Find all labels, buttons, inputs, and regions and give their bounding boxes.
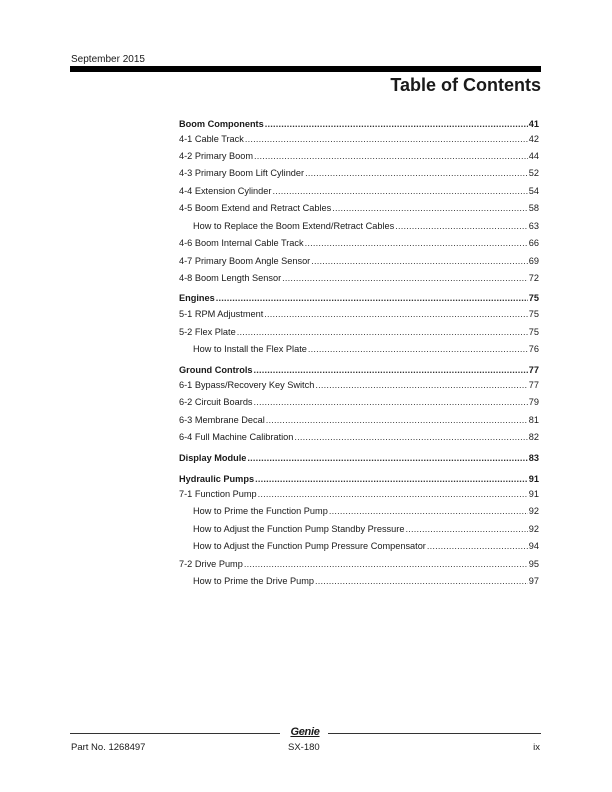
dot-leader [255,473,528,485]
toc-entry-label: Boom Components [179,119,264,129]
toc-entry-label: 7-2 Drive Pump [179,559,243,569]
toc-entry-page: 75 [528,309,539,319]
dot-leader [305,167,528,179]
toc-entry[interactable] [193,505,539,517]
dot-leader [315,575,528,587]
toc-entry-page: 83 [528,453,539,463]
toc-section-entry[interactable] [179,118,539,130]
dot-leader [258,488,528,500]
toc-entry-label: 7-1 Function Pump [179,489,257,499]
toc-entry-page: 54 [528,186,539,196]
dot-leader [282,272,528,284]
toc-entry-label: 4-1 Cable Track [179,134,244,144]
dot-leader [237,326,528,338]
toc-entry-page: 66 [528,238,539,248]
toc-entry[interactable] [179,202,539,214]
toc-entry-label: 6-1 Bypass/Recovery Key Switch [179,380,315,390]
toc-entry[interactable] [179,237,539,249]
dot-leader [265,118,528,130]
toc-section-entry[interactable] [179,292,539,304]
dot-leader [405,523,527,535]
dot-leader [254,364,528,376]
toc-entry-label: Hydraulic Pumps [179,474,255,484]
part-number: Part No. 1268497 [71,742,146,753]
toc-entry-label: How to Install the Flex Plate [193,344,307,354]
header-rule [70,66,541,72]
toc-entry-page: 42 [528,134,539,144]
toc-entry-label: 5-1 RPM Adjustment [179,309,264,319]
toc-entry-page: 72 [528,273,539,283]
toc-entry-page: 79 [528,397,539,407]
page-title: Table of Contents [390,75,541,95]
toc-entry-page: 58 [528,203,539,213]
toc-entry-page: 44 [528,151,539,161]
toc-entry-page: 82 [528,432,539,442]
dot-leader [332,202,528,214]
toc-entry-label: How to Adjust the Function Pump Standby Pressure [193,524,405,534]
toc-entry-label: 4-7 Primary Boom Angle Sensor [179,256,311,266]
toc-entry-page: 75 [528,327,539,337]
dot-leader [308,343,528,355]
toc-entry[interactable] [179,308,539,320]
toc-entry-label: 5-2 Flex Plate [179,327,236,337]
toc-section-entry[interactable] [179,473,539,485]
toc-entry-page: 77 [528,365,539,375]
toc-entry-label: How to Adjust the Function Pump Pressure Compensator [193,541,426,551]
toc-entry-page: 81 [528,415,539,425]
toc-entry-page: 63 [528,221,539,231]
toc-entry[interactable] [193,343,539,355]
toc-entry[interactable] [193,220,539,232]
dot-leader [264,308,528,320]
toc-entry-page: 92 [528,524,539,534]
dot-leader [245,133,528,145]
toc-entry[interactable] [179,396,539,408]
toc-entry-page: 41 [528,119,539,129]
toc-entry-label: 4-6 Boom Internal Cable Track [179,238,304,248]
toc-entry-page: 94 [528,541,539,551]
dot-leader [272,185,527,197]
toc-entry[interactable] [193,540,539,552]
toc-entry-label: Display Module [179,453,247,463]
genie-logo [284,722,326,740]
toc-entry-label: How to Prime the Drive Pump [193,576,315,586]
dot-leader [315,379,527,391]
toc-entry[interactable] [179,326,539,338]
dot-leader [244,558,528,570]
toc-entry[interactable] [179,167,539,179]
footer-rule-left [70,733,280,734]
toc-entry[interactable] [179,272,539,284]
toc-entry-page: 76 [528,344,539,354]
dot-leader [266,414,528,426]
toc-entry-label: 4-2 Primary Boom [179,151,254,161]
toc-section-entry[interactable] [179,364,539,376]
toc-entry[interactable] [179,431,539,443]
dot-leader [247,452,527,464]
dot-leader [254,150,528,162]
toc-entry[interactable] [179,133,539,145]
toc-entry-label: 6-2 Circuit Boards [179,397,253,407]
toc-entry-label: 4-3 Primary Boom Lift Cylinder [179,168,305,178]
toc-entry[interactable] [193,575,539,587]
toc-entry-label: How to Replace the Boom Extend/Retract Cables [193,221,395,231]
toc-entry-page: 75 [528,293,539,303]
dot-leader [216,292,528,304]
dot-leader [254,396,528,408]
toc-entry[interactable] [179,488,539,500]
toc-entry-page: 92 [528,506,539,516]
logo-text: Genie [290,726,320,738]
footer-rule-right [328,733,541,734]
toc-entry-label: 6-3 Membrane Decal [179,415,265,425]
toc-entry-page: 91 [528,489,539,499]
toc-entry-label: 4-5 Boom Extend and Retract Cables [179,203,332,213]
model-name: SX-180 [288,742,320,753]
header-date: September 2015 [71,54,145,65]
toc-entry[interactable] [179,255,539,267]
toc-entry[interactable] [179,150,539,162]
toc-section-entry[interactable] [179,452,539,464]
dot-leader [329,505,528,517]
dot-leader [311,255,528,267]
toc-entry-label: Engines [179,293,215,303]
toc-entry[interactable] [179,414,539,426]
toc-entry-page: 97 [528,576,539,586]
toc-entry-label: Ground Controls [179,365,253,375]
toc-entry[interactable] [179,379,539,391]
toc-entry-label: How to Prime the Function Pump [193,506,328,516]
toc-entry-label: 6-4 Full Machine Calibration [179,432,294,442]
toc-entry-page: 69 [528,256,539,266]
toc-entry-page: 91 [528,474,539,484]
toc-entry[interactable] [179,185,539,197]
toc-entry-page: 52 [528,168,539,178]
toc-entry-label: 4-8 Boom Length Sensor [179,273,282,283]
dot-leader [305,237,528,249]
toc-entry-page: 77 [528,380,539,390]
toc-entry[interactable] [193,523,539,535]
dot-leader [427,540,528,552]
dot-leader [294,431,527,443]
page-number: ix [533,742,540,753]
toc-entry[interactable] [179,558,539,570]
toc-entry-page: 95 [528,559,539,569]
dot-leader [395,220,528,232]
toc-entry-label: 4-4 Extension Cylinder [179,186,272,196]
